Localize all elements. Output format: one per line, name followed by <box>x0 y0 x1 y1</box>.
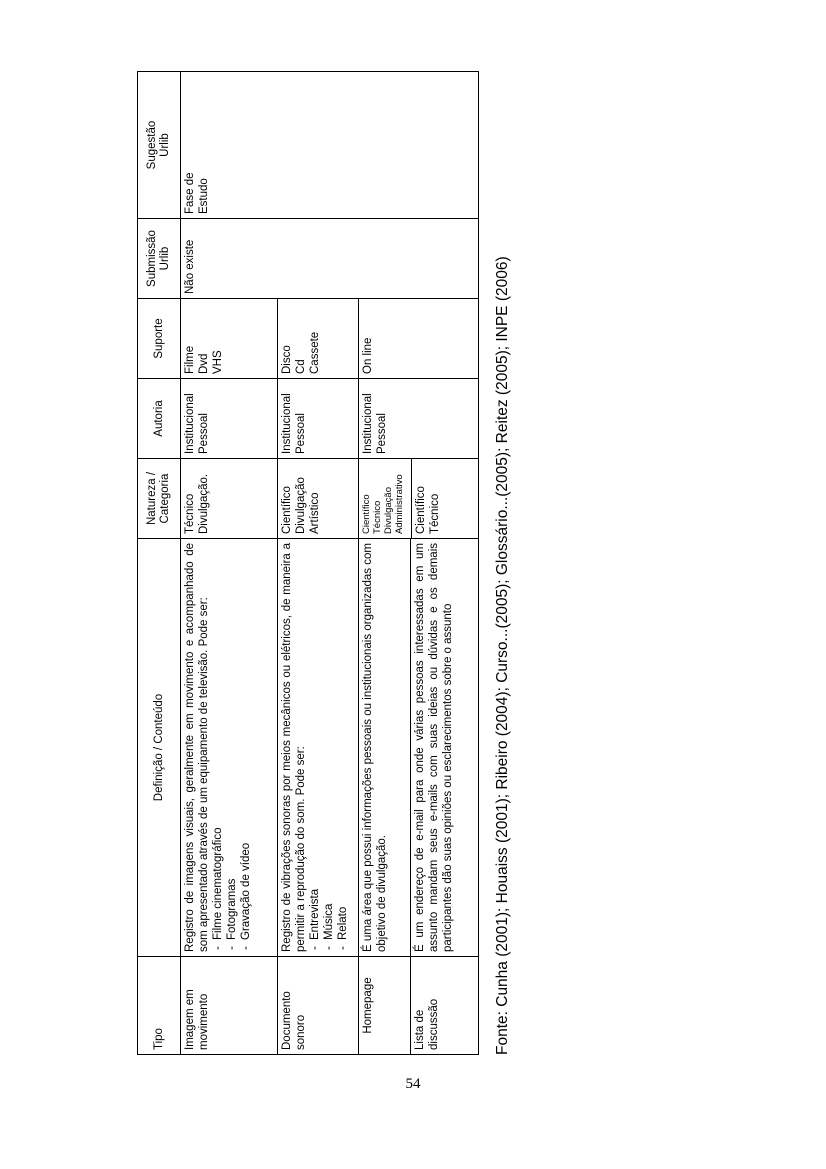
table-header-row <box>138 72 181 1055</box>
list-item: - Fotogramas <box>225 543 239 952</box>
list-item: - Relato <box>336 543 350 952</box>
header-tipo: Tipo <box>138 957 181 1055</box>
header-suporte: Suporte <box>138 299 181 379</box>
cell-tipo: Documento sonoro <box>278 957 359 1055</box>
document-types-table <box>137 71 479 1055</box>
header-sugestao: Sugestão Urlib <box>138 72 181 219</box>
cell-definicao: Registro de imagens visuais, geralmente em movimento e acompanhado de som apresentado através de um equipamento de televisão. Pode ser: - Filme cinematográfico - Fotogramas - Gravação de vídeo <box>181 539 278 957</box>
list-item: - Filme cinematográfico <box>211 543 225 952</box>
content-list <box>211 543 253 952</box>
rotated-content <box>137 72 522 1055</box>
cell-suporte: Filme Dvd VHS <box>181 299 278 379</box>
cell-tipo: Homepage <box>359 957 411 1055</box>
header-autoria: Autoria <box>138 379 181 459</box>
cell-tipo: Lista de discussão <box>411 957 479 1055</box>
list-item: - Gravação de vídeo <box>239 543 253 952</box>
header-submissao: Submissão Urlib <box>138 219 181 299</box>
cell-natureza-lista: Científico Técnico <box>415 486 441 534</box>
cell-autoria: Institucional Pessoal <box>181 379 278 459</box>
cell-natureza-homepage: Científico Técnico Divulgação Administrativo <box>359 459 412 538</box>
cell-natureza: Científico Divulgação Artístico <box>278 459 359 539</box>
cell-sugestao: Fase de Estudo <box>181 72 479 219</box>
list-item: - Música <box>322 543 336 952</box>
source-citation: Fonte: Cunha (2001); Houaiss (2001); Ribeiro (2004); Curso...(2005); Glossário...(2005); Reitez (2005); INPE (2006) <box>494 256 511 1055</box>
cell-natureza: Técnico Divulgação. <box>181 459 278 539</box>
cell-suporte: On line <box>359 299 479 379</box>
cell-submissao: Não existe <box>181 219 479 299</box>
cell-suporte: Disco Cd Cassete <box>278 299 359 379</box>
cell-tipo: Imagem em movimento <box>181 957 278 1055</box>
page-number: 54 <box>405 1076 421 1092</box>
header-definicao: Definição / Conteúdo <box>138 539 181 957</box>
cell-definicao: Registro de vibrações sonoras por meios mecânicos ou elétricos, de maneira a permitir a reprodução do som. Pode ser: - Entrevista - Música - Relato <box>278 539 359 957</box>
list-item: - Entrevista <box>308 543 322 952</box>
table-row <box>181 72 278 1055</box>
content-list <box>308 543 350 952</box>
cell-definicao: É um endereço de e-mail para onde várias pessoas interessadas em um assunto mandam seus e-mails com suas ideias ou dúvidas e os demais participantes dão suas opiniões ou esclarecimentos sobre o assunto <box>411 539 479 957</box>
cell-autoria: Institucional Pessoal <box>359 379 479 459</box>
cell-autoria: Institucional Pessoal <box>278 379 359 459</box>
header-natureza: Natureza / Categoria <box>138 459 181 539</box>
cell-definicao: É uma área que possui informações pessoais ou institucionais organizadas com objetivo de divulgação. <box>359 539 411 957</box>
cell-natureza-split <box>359 459 479 539</box>
